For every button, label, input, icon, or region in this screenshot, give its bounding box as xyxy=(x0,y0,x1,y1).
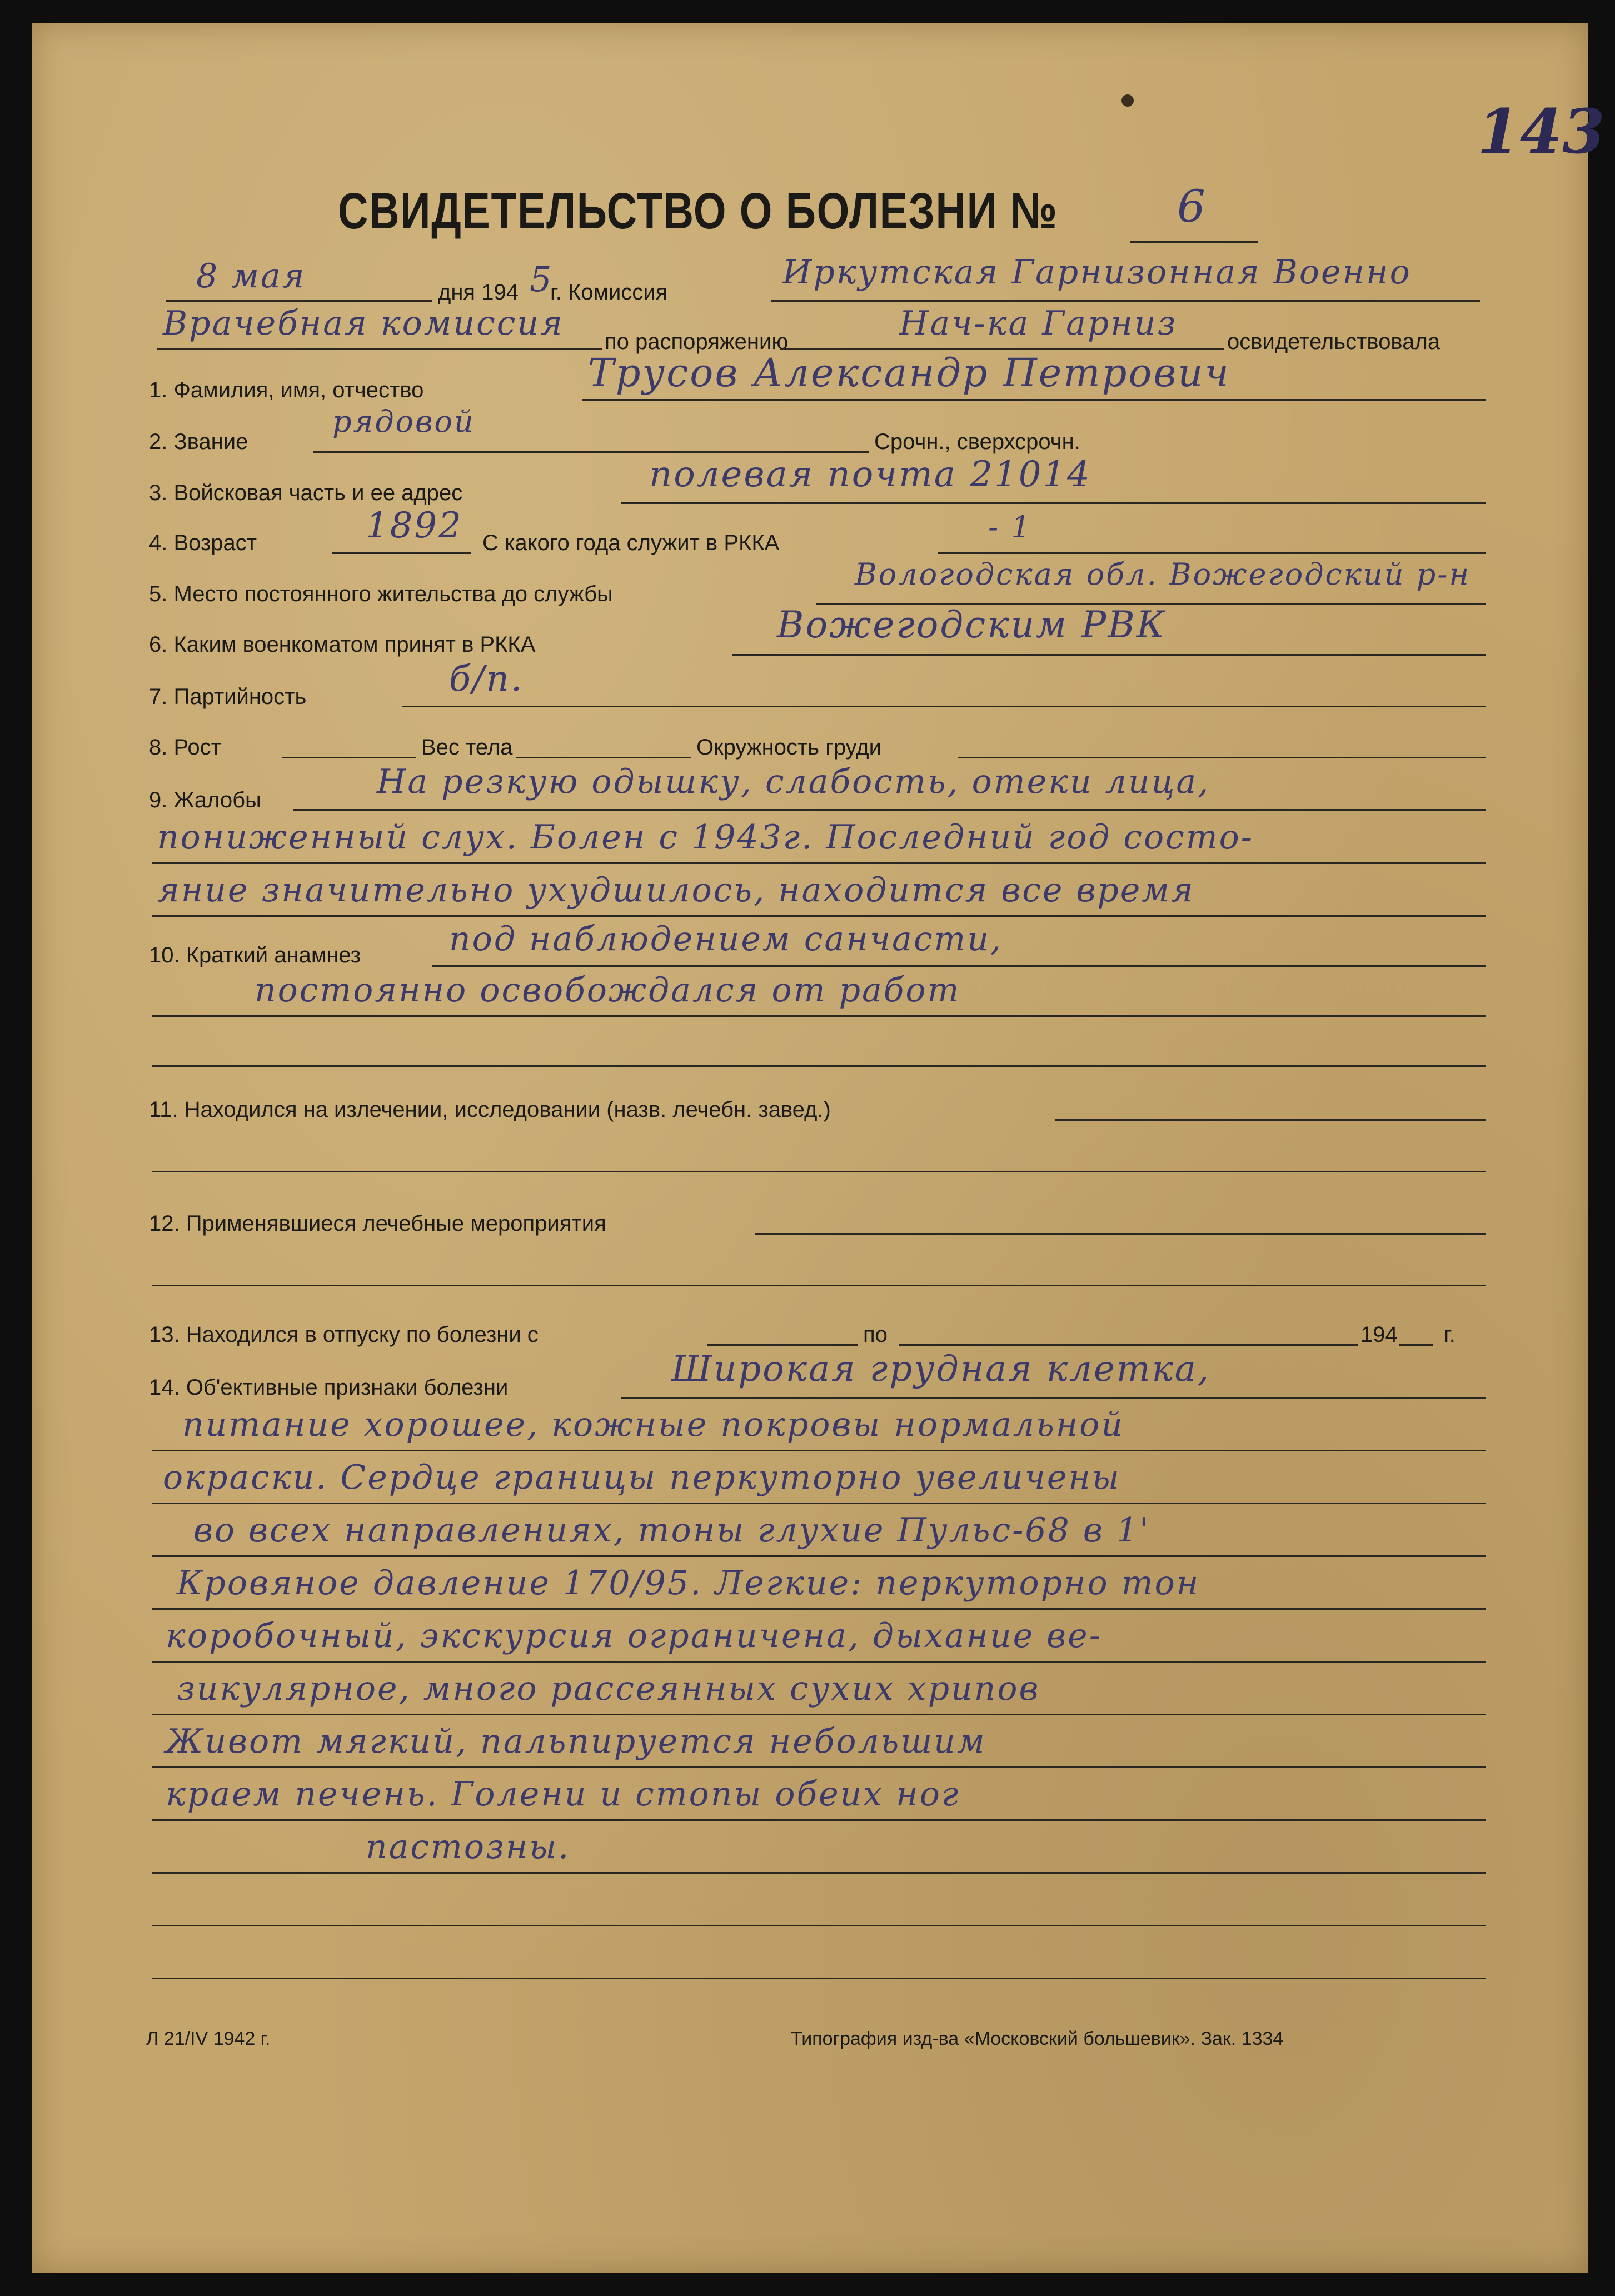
order-handwritten: Нач-ка Гарниз xyxy=(899,304,1178,343)
objective-signs-handwritten-9: краем печень. Голени и стопы обеих ног xyxy=(166,1775,960,1814)
field-14-label: 14. Об'ективные признаки болезни xyxy=(149,1375,509,1400)
objective-signs-handwritten-4: во всех направлениях, тоны глухие Пульс-68 в 1' xyxy=(193,1511,1150,1550)
full-name-handwritten: Трусов Александр Петрович xyxy=(588,350,1230,396)
year-suffix-label: г. Комиссия xyxy=(550,280,668,305)
field-14-line-3 xyxy=(152,1503,1486,1504)
objective-signs-handwritten-3: окраски. Сердце границы перкуторно увеличены xyxy=(163,1458,1121,1497)
field-3-label: 3. Войсковая часть и ее адрес xyxy=(149,481,463,505)
anamnesis-handwritten-2: постоянно освобождался от работ xyxy=(255,971,961,1010)
birth-year-handwritten: 1892 xyxy=(366,505,463,546)
punch-hole xyxy=(1121,94,1134,107)
field-14-line-10 xyxy=(152,1872,1486,1874)
weight-line xyxy=(516,757,691,758)
year-digit-handwritten: 5 xyxy=(530,259,554,300)
form-code: Л 21/IV 1942 г. xyxy=(146,2028,271,2049)
title-number-line xyxy=(1130,241,1258,243)
commission-handwritten-2: Врачебная комиссия xyxy=(163,304,564,343)
field-14-line-12 xyxy=(152,1978,1486,1979)
field-6-line xyxy=(732,654,1486,656)
field-14-line-9 xyxy=(152,1819,1486,1821)
leave-from-line xyxy=(707,1344,858,1346)
field-7-line xyxy=(402,706,1486,707)
document-title: СВИДЕТЕЛЬСТВО О БОЛЕЗНИ № xyxy=(338,183,1058,239)
commission-line-1 xyxy=(771,300,1480,302)
leave-year-line xyxy=(1399,1344,1433,1346)
field-12-label: 12. Применявшиеся лечебные мероприятия xyxy=(149,1211,606,1236)
objective-signs-handwritten-6: коробочный, экскурсия ограничена, дыхание ве- xyxy=(166,1616,1102,1655)
field-10-line-1 xyxy=(432,965,1486,967)
complaints-handwritten-3: яние значительно ухудшилось, находится все время xyxy=(157,871,1195,910)
service-since-handwritten: - 1 xyxy=(988,510,1032,545)
field-14-line-2 xyxy=(152,1450,1486,1451)
chest-label: Окружность груди xyxy=(696,735,881,760)
objective-signs-handwritten-1: Широкая грудная клетка, xyxy=(671,1349,1211,1390)
field-9-line-1 xyxy=(293,809,1486,811)
field-14-line-6 xyxy=(152,1661,1486,1663)
leave-year-label: 194 xyxy=(1360,1322,1398,1347)
objective-signs-handwritten-5: Кровяное давление 170/95. Легкие: перкуторно тон xyxy=(177,1564,1200,1603)
field-11-line-1 xyxy=(1055,1119,1486,1121)
residence-handwritten: Вологодская обл. Вожегодский р-н xyxy=(855,557,1471,592)
archive-page-number: 143 xyxy=(1477,96,1605,167)
field-14-line-1 xyxy=(621,1397,1486,1399)
weight-label: Вес тела xyxy=(421,735,513,760)
party-handwritten: б/п. xyxy=(449,658,524,700)
service-since-line xyxy=(938,552,1486,554)
objective-signs-handwritten-7: зикулярное, много рассеянных сухих хрипов xyxy=(177,1669,1040,1708)
leave-to-label: по xyxy=(863,1322,888,1347)
field-9-line-3 xyxy=(152,915,1486,917)
enlistment-office-handwritten: Вожегодским РВК xyxy=(777,603,1167,646)
field-12-line-2 xyxy=(152,1285,1486,1286)
field-9-label: 9. Жалобы xyxy=(149,788,261,812)
unit-address-handwritten: полевая почта 21014 xyxy=(649,454,1091,495)
field-3-line xyxy=(621,502,1486,504)
field-1-label: 1. Фамилия, имя, отчество xyxy=(149,378,424,402)
field-14-line-11 xyxy=(152,1925,1486,1926)
objective-signs-handwritten-8: Живот мягкий, пальпируется небольшим xyxy=(166,1722,986,1761)
field-10-line-3 xyxy=(152,1065,1486,1067)
commission-line-2 xyxy=(157,348,602,350)
chest-line xyxy=(958,757,1486,758)
field-1-line xyxy=(582,399,1486,401)
field-14-line-4 xyxy=(152,1555,1486,1557)
field-6-label: 6. Каким военкоматом принят в РККА xyxy=(149,632,536,657)
age-line xyxy=(332,552,471,554)
certificate-sheet xyxy=(32,23,1605,2273)
height-line xyxy=(282,757,416,758)
date-line xyxy=(166,300,432,302)
complaints-handwritten-2: пониженный слух. Болен с 1943г. Последний год состо- xyxy=(157,818,1254,857)
anamnesis-handwritten-1: под наблюдением санчасти, xyxy=(449,920,1003,959)
field-10-label: 10. Краткий анамнез xyxy=(149,943,361,967)
service-since-label: С какого года служит в РККА xyxy=(482,531,780,555)
printer-info: Типография изд-ва «Московский большевик». Зак. 1334 xyxy=(791,2028,1284,2049)
complaints-handwritten-1: На резкую одышку, слабость, отеки лица, xyxy=(377,762,1210,801)
field-5-label: 5. Место постоянного жительства до службы xyxy=(149,582,613,606)
certified-label: освидетельствовала xyxy=(1227,330,1440,354)
field-14-line-5 xyxy=(152,1608,1486,1610)
objective-signs-handwritten-2: питание хорошее, кожные покровы нормальной xyxy=(182,1405,1125,1444)
field-14-line-8 xyxy=(152,1766,1486,1768)
objective-signs-handwritten-10: пастозны. xyxy=(366,1828,571,1866)
field-10-line-2 xyxy=(152,1015,1486,1017)
leave-to-line xyxy=(899,1344,1358,1346)
field-11-line-2 xyxy=(152,1171,1486,1172)
field-9-line-2 xyxy=(152,862,1486,864)
field-13-label: 13. Находился в отпуску по болезни с xyxy=(149,1322,539,1347)
rank-handwritten: рядовой xyxy=(332,404,475,439)
field-4-label: 4. Возраст xyxy=(149,531,257,555)
leave-g-label: г. xyxy=(1444,1322,1456,1347)
date-handwritten: 8 мая xyxy=(196,257,306,296)
commission-handwritten-1: Иркутская Гарнизонная Военно xyxy=(782,253,1412,292)
order-label: по распоряжению xyxy=(605,330,789,354)
field-11-label: 11. Находился на излечении, исследовании (назв. лечебн. завед.) xyxy=(149,1097,831,1122)
day-label: дня 194 xyxy=(438,280,519,305)
field-12-line-1 xyxy=(755,1233,1486,1235)
field-14-line-7 xyxy=(152,1714,1486,1715)
certificate-number: 6 xyxy=(1177,181,1207,232)
field-2-label: 2. Звание xyxy=(149,430,248,454)
field-7-label: 7. Партийность xyxy=(149,685,307,709)
field-2-line xyxy=(313,451,869,453)
service-type-label: Срочн., сверхсрочн. xyxy=(874,430,1080,454)
field-8-label: 8. Рост xyxy=(149,735,221,760)
